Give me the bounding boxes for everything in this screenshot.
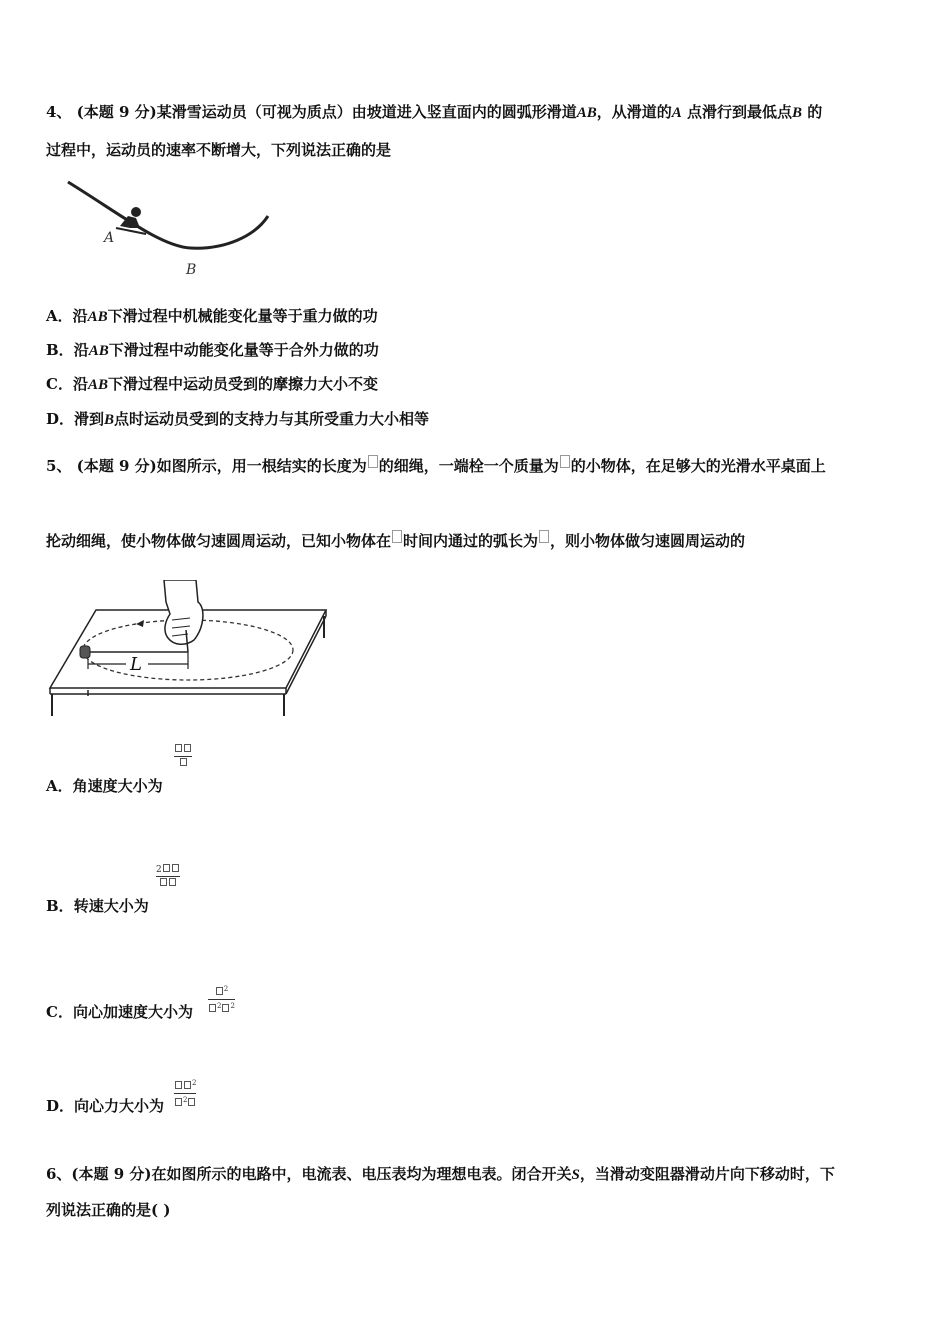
fraction-b <box>156 864 180 889</box>
option-text: 沿 <box>72 375 88 393</box>
q4-ab: AB <box>576 105 597 121</box>
missing-symbol-icon <box>560 455 570 468</box>
sup: 2 <box>230 1002 235 1010</box>
small-object <box>80 646 90 658</box>
option-letter: D． <box>46 410 75 428</box>
option-letter: D． <box>46 1097 75 1115</box>
option-text: 下滑过程中运动员受到的摩擦力大小不变 <box>107 375 378 393</box>
q5-text-c: 的小物体，在足够大的光滑水平桌面上 <box>570 457 826 475</box>
q5-stem-line1 <box>46 455 826 476</box>
option-text: 点时运动员受到的支持力与其所受重力大小相等 <box>114 410 430 428</box>
q4-text-b: ，从滑道的 <box>596 103 672 121</box>
q6-stem-line2: 列说法正确的是( ) <box>46 1201 171 1219</box>
option-letter: A． <box>46 307 73 325</box>
q4-option-c <box>46 374 378 395</box>
option-var: B <box>104 412 115 428</box>
option-var: AB <box>87 309 108 325</box>
sup: 2 <box>223 985 229 993</box>
fraction-c <box>208 984 235 1015</box>
q4-text-c: 点滑行到最低点 <box>681 103 793 121</box>
fig-label-a: A <box>104 230 115 246</box>
missing-symbol-icon <box>392 530 402 543</box>
option-text: 滑到 <box>74 410 105 428</box>
frac-num: 2 <box>156 865 162 875</box>
option-var: AB <box>88 343 109 359</box>
option-text: 下滑过程中动能变化量等于合外力做的功 <box>108 341 379 359</box>
q4-option-d <box>46 409 429 430</box>
q5-text-b: 的细绳，一端栓一个质量为 <box>378 457 559 475</box>
q5-text: 抡动细绳，使小物体做匀速圆周运动，已知小物体在 <box>46 532 392 550</box>
q4-option-a <box>46 306 378 327</box>
sup: 2 <box>183 1096 188 1104</box>
q5-option-b <box>46 896 149 916</box>
q6-text-b: ，当滑动变阻器滑动片向下移动时，下 <box>579 1165 835 1183</box>
q5-option-a <box>46 776 163 796</box>
sup: 2 <box>192 1079 197 1087</box>
q4-point-b: B <box>792 105 803 121</box>
option-text: 沿 <box>72 307 88 325</box>
sup: 2 <box>217 1002 222 1010</box>
option-var: AB <box>87 377 108 393</box>
q5-option-c <box>46 1002 193 1022</box>
q5-text-c: ，则小物体做匀速圆周运动的 <box>550 532 746 550</box>
option-text: 向心加速度大小为 <box>72 1003 193 1021</box>
q4-ski-figure <box>60 176 280 280</box>
option-text: 向心力大小为 <box>74 1097 165 1115</box>
fig-label-l: L <box>130 654 142 675</box>
missing-symbol-icon <box>539 530 549 543</box>
slope-arc <box>68 182 268 248</box>
q4-stem-line2: 过程中，运动员的速率不断增大，下列说法正确的是 <box>46 141 392 159</box>
option-letter: B． <box>46 341 74 359</box>
q5-text-b: 时间内通过的弧长为 <box>403 532 539 550</box>
option-text: 下滑过程中机械能变化量等于重力做的功 <box>107 307 378 325</box>
q6-switch-s: S <box>571 1167 580 1183</box>
option-text: 沿 <box>73 341 89 359</box>
q5-option-d <box>46 1096 164 1116</box>
q4-text-d: 的 <box>802 103 823 121</box>
fraction-a <box>174 744 192 769</box>
option-letter: C． <box>46 1003 73 1021</box>
option-letter: A． <box>46 777 73 795</box>
q4-option-b <box>46 340 379 361</box>
q5-table-figure <box>46 580 336 722</box>
option-text: 转速大小为 <box>73 897 149 915</box>
missing-symbol-icon <box>368 455 378 468</box>
q4-text: 4、 (本题 9 分)某滑雪运动员（可视为质点）由坡道进入竖直面内的圆弧形滑道 <box>46 103 577 121</box>
option-letter: B． <box>46 897 74 915</box>
q5-text: 5、 (本题 9 分)如图所示，用一根结实的长度为 <box>46 457 367 475</box>
fig-label-b: B <box>186 262 197 278</box>
fraction-d <box>174 1078 196 1109</box>
q4-point-a: A <box>671 105 682 121</box>
option-letter: C． <box>46 375 73 393</box>
option-text: 角速度大小为 <box>72 777 163 795</box>
q6-stem-line1 <box>46 1164 835 1185</box>
q5-stem-line2 <box>46 530 745 551</box>
q6-text: 6、(本题 9 分)在如图所示的电路中，电流表、电压表均为理想电表。闭合开关 <box>46 1165 572 1183</box>
q4-stem-line1 <box>46 102 822 123</box>
